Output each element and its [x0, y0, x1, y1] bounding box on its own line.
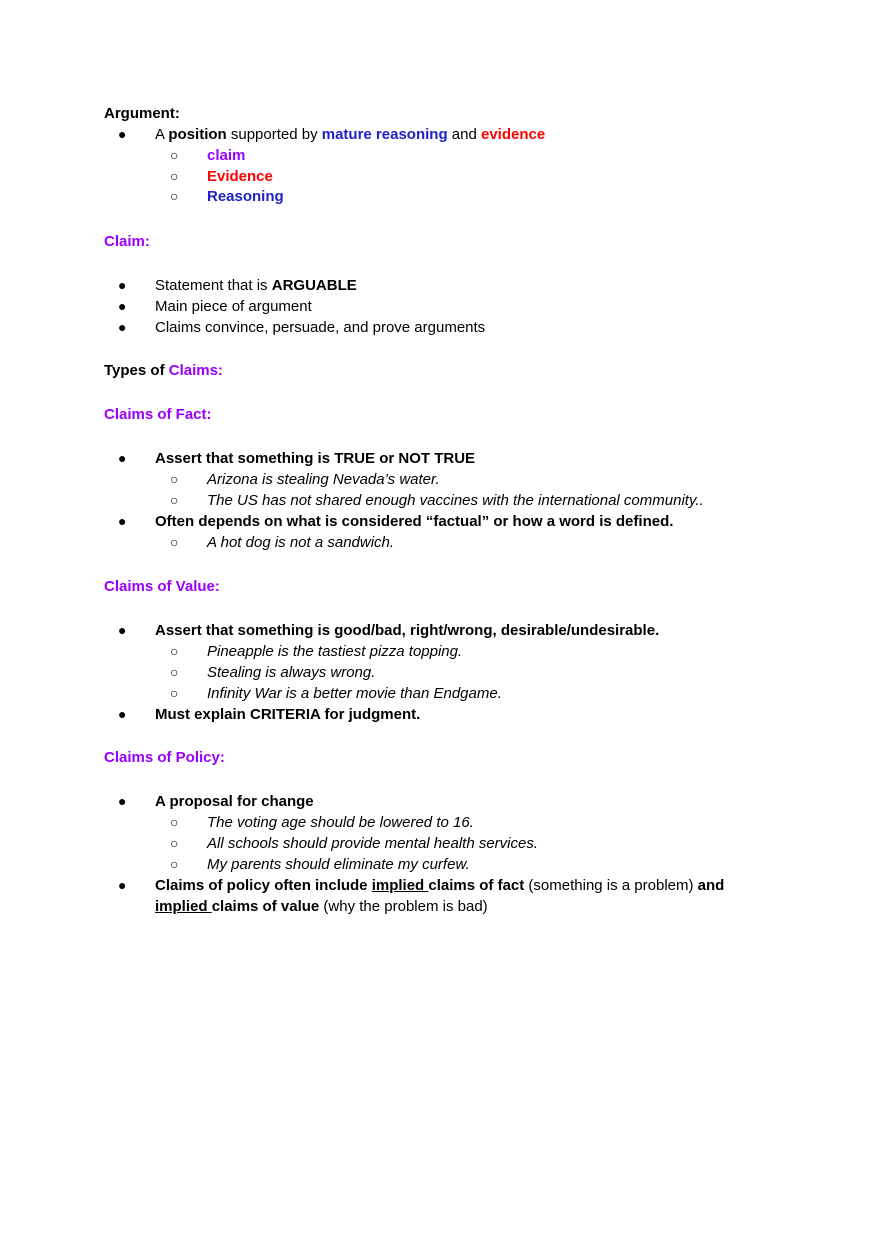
bullet-icon: ●	[118, 298, 127, 314]
argument-heading: Argument:	[104, 105, 180, 122]
value-example: Infinity War is a better movie than Endgame.	[207, 685, 502, 702]
argument-sub-item-evidence: Evidence	[207, 168, 273, 185]
bullet-icon: ●	[118, 450, 127, 466]
claim-item: Statement that is ARGUABLE	[155, 277, 357, 294]
bullet-icon: ●	[118, 126, 127, 142]
sub-bullet-icon: ○	[170, 471, 179, 487]
sub-bullet-icon: ○	[170, 814, 179, 830]
value-example: Stealing is always wrong.	[207, 664, 376, 681]
sub-bullet-icon: ○	[170, 188, 179, 204]
claim-item: Claims convince, persuade, and prove arguments	[155, 319, 486, 336]
policy-example: My parents should eliminate my curfew.	[207, 856, 470, 873]
value-heading: Claims of Value:	[104, 578, 220, 595]
evidence-term: evidence	[481, 126, 546, 143]
sub-bullet-icon: ○	[170, 856, 179, 872]
implied-term: implied	[371, 877, 429, 894]
bullet-icon: ●	[118, 622, 127, 638]
policy-bullet-continuation: implied claims of value (why the problem is bad)	[155, 898, 488, 915]
policy-bullet: A proposal for change	[155, 793, 314, 810]
implied-term: implied	[155, 898, 212, 915]
fact-example: Arizona is stealing Nevada’s water.	[207, 471, 440, 488]
bullet-icon: ●	[118, 319, 127, 335]
bullet-icon: ●	[118, 277, 127, 293]
sub-bullet-icon: ○	[170, 643, 179, 659]
fact-example: A hot dog is not a sandwich.	[207, 534, 395, 551]
argument-sub-item-reasoning: Reasoning	[207, 188, 284, 205]
policy-example: All schools should provide mental health services.	[207, 835, 539, 852]
sub-bullet-icon: ○	[170, 835, 179, 851]
bullet-icon: ●	[118, 877, 127, 893]
bullet-icon: ●	[118, 706, 127, 722]
fact-bullet: Assert that something is TRUE or NOT TRUE	[155, 450, 476, 467]
claim-heading: Claim:	[104, 233, 150, 250]
policy-bullet: Claims of policy often include implied claims of fact (something is a problem) and	[155, 877, 725, 894]
bullet-icon: ●	[118, 513, 127, 529]
argument-definition: A position supported by mature reasoning and evidence	[155, 126, 546, 143]
fact-heading: Claims of Fact:	[104, 406, 212, 423]
value-bullet: Must explain CRITERIA for judgment.	[155, 706, 421, 723]
sub-bullet-icon: ○	[170, 685, 179, 701]
mature-reasoning-term: mature reasoning	[321, 126, 448, 143]
policy-example: The voting age should be lowered to 16.	[207, 814, 474, 831]
sub-bullet-icon: ○	[170, 168, 179, 184]
policy-heading: Claims of Policy:	[104, 749, 225, 766]
value-bullet: Assert that something is good/bad, right/wrong, desirable/undesirable.	[155, 622, 660, 639]
sub-bullet-icon: ○	[170, 534, 179, 550]
bullet-icon: ●	[118, 793, 127, 809]
sub-bullet-icon: ○	[170, 147, 179, 163]
position-term: position	[168, 126, 227, 143]
fact-example: The US has not shared enough vaccines with the international community..	[207, 492, 704, 509]
sub-bullet-icon: ○	[170, 492, 179, 508]
types-heading: Types of Claims:	[104, 362, 223, 379]
value-example: Pineapple is the tastiest pizza topping.	[207, 643, 463, 660]
claim-item: Main piece of argument	[155, 298, 312, 315]
sub-bullet-icon: ○	[170, 664, 179, 680]
argument-sub-item-claim: claim	[207, 147, 246, 164]
fact-bullet: Often depends on what is considered “factual” or how a word is defined.	[155, 513, 674, 530]
